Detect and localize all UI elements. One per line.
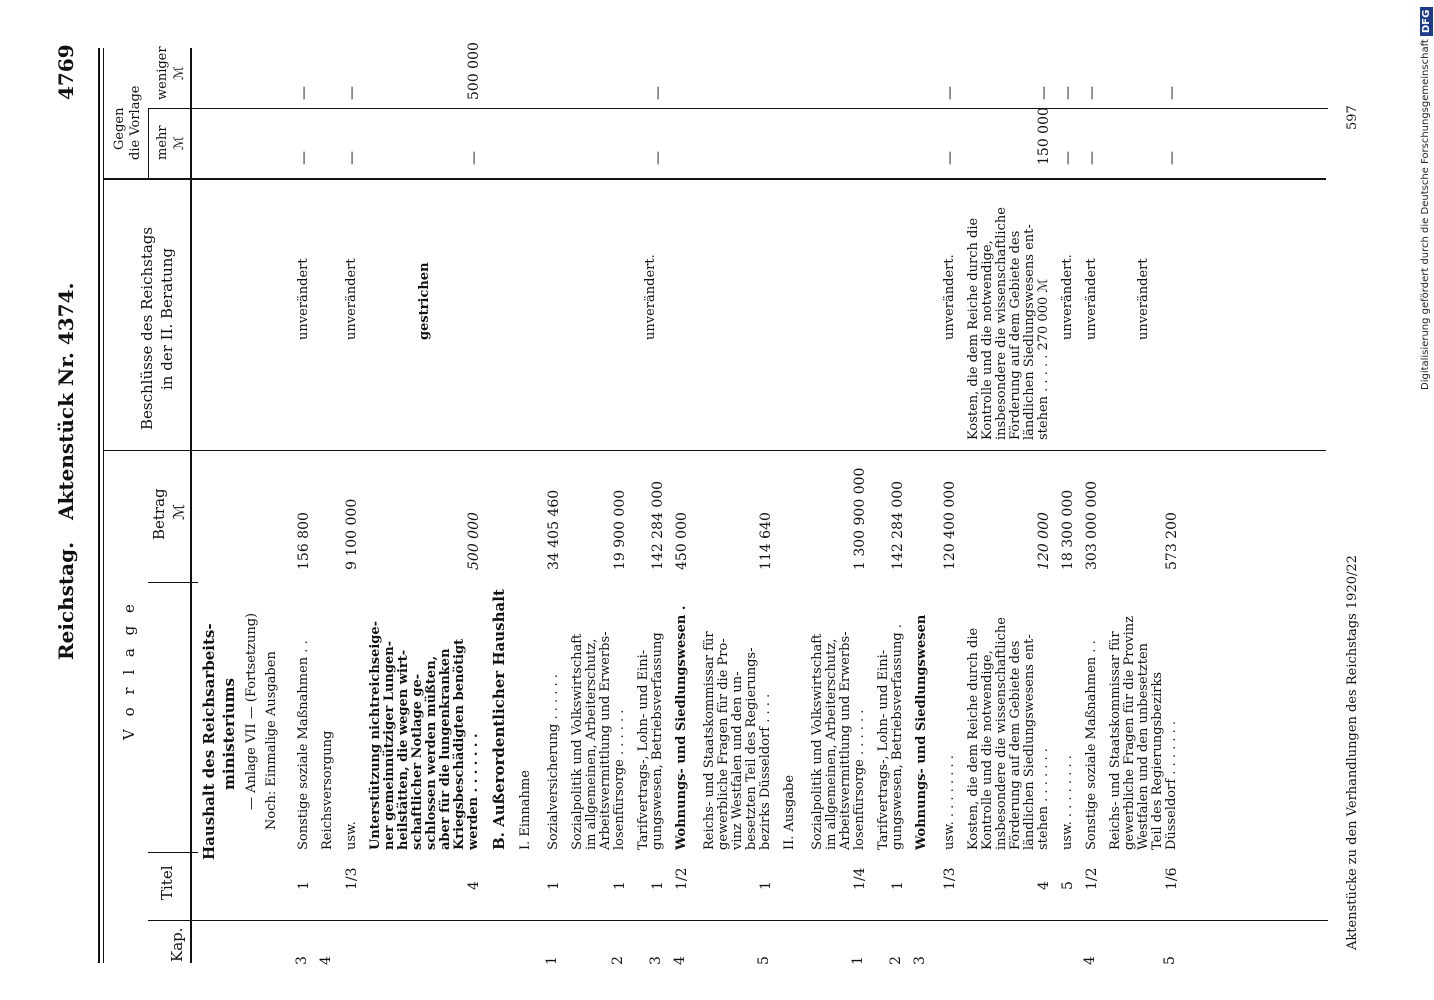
vorlage-text: Tarifvertrags-, Lohn- und Eini- <box>876 649 891 850</box>
col-header-beschluss-2: in der II. Beratung <box>158 248 176 390</box>
titel-cell: 1/2 <box>674 867 690 890</box>
dfg-credit: Digitalisierung gefördert durch die Deutsche Forschungsgemeinschaft <box>1420 39 1431 390</box>
vorlage-text: ner gemeinnütziger Lungen- <box>382 640 397 850</box>
vorlage-text: im allgemeinen, Arbeiterschutz, <box>824 638 839 850</box>
titel-cell: 4 <box>466 881 482 890</box>
gegen-rule <box>148 108 149 178</box>
mehr-cell: — <box>344 151 360 165</box>
vorlage-text: vinz Westfalen und den un- <box>730 671 745 850</box>
vorlage-text: Unterstützung nichtreichseige- <box>368 620 383 850</box>
betrag-cell: 34 405 460 <box>546 489 562 570</box>
vorlage-text: B. Außerordentlicher Haushalt <box>490 589 508 850</box>
kap-cell: 3 <box>912 956 928 965</box>
vorlage-text: Arbeitsvermittlung und Erwerbs- <box>598 631 613 850</box>
vorlage-text: gungswesen, Betriebsverfassung <box>650 632 665 850</box>
vorlage-text: aber für die lungenkranken <box>438 648 453 850</box>
col-rule-titel <box>148 852 198 853</box>
vorlage-text: I. Einnahme <box>518 770 533 850</box>
vorlage-text: Wohnungs- und Siedlungswesen <box>914 614 929 850</box>
betrag-cell: 450 000 <box>674 512 690 570</box>
titel-cell: 1 <box>890 881 906 890</box>
col-header-weniger-unit: ℳ <box>172 66 187 80</box>
betrag-cell: 114 640 <box>758 512 774 570</box>
dfg-logo: DFG <box>1420 7 1433 36</box>
vorlage-text: usw. <box>344 821 359 850</box>
betrag-cell: 156 800 <box>296 512 312 570</box>
vorlage-text: II. Ausgabe <box>782 774 797 850</box>
col-header-mehr: mehr <box>155 125 170 160</box>
mehr-cell: — <box>1084 151 1100 165</box>
mehr-cell: 150 000 <box>1036 107 1052 165</box>
beschluss-text: Förderung auf dem Gebiete des <box>1008 230 1023 440</box>
beschluss-cell: unverändert <box>1084 258 1099 340</box>
titel-cell: 4 <box>1036 881 1052 890</box>
vorlage-text: losenfürsorge . . . . . . <box>852 709 867 850</box>
betrag-cell: 120 400 000 <box>942 480 958 570</box>
beschluss-text: insbesondere die wissenschaftliche <box>994 207 1009 440</box>
beschluss-cell: unverändert. <box>1060 254 1075 340</box>
vorlage-text: Teil des Regierungsbezirks <box>1150 671 1165 850</box>
weniger-cell: — <box>1084 86 1100 100</box>
vorlage-text: besetzten Teil des Regierungs- <box>744 647 759 850</box>
titel-cell: 1/4 <box>852 867 868 890</box>
mehr-cell: — <box>466 151 482 165</box>
vorlage-text: gewerbliche Fragen für die Pro- <box>716 638 731 850</box>
table-left-border <box>98 48 100 963</box>
vorlage-text: bezirks Düsseldorf . . . . <box>758 693 773 850</box>
titel-cell: 1/6 <box>1164 867 1180 890</box>
vorlage-text: Sozialpolitik und Volkswirtschaft <box>570 633 585 850</box>
beschluss-cell: unverändert <box>344 258 359 340</box>
titel-cell: 1/3 <box>344 867 360 890</box>
section-head-4: Noch: Einmalige Ausgaben <box>264 651 279 830</box>
betrag-cell: 120 000 <box>1036 512 1052 570</box>
col-rule-vorlage <box>148 582 198 583</box>
weniger-cell: — <box>1164 86 1180 100</box>
betrag-cell: 573 200 <box>1164 512 1180 570</box>
vorlage-text: schlossen werden müßten, <box>424 655 439 850</box>
kap-cell: 1 <box>544 956 560 965</box>
weniger-cell: — <box>650 86 666 100</box>
betrag-cell: 19 900 000 <box>612 489 628 570</box>
vorlage-text: Kriegsbeschädigten benötigt <box>452 638 467 850</box>
betrag-cell: 18 300 000 <box>1060 489 1076 570</box>
vorlage-text: Tarifvertrags-, Lohn- und Eini- <box>636 649 651 850</box>
running-head-left: Reichstag. <box>54 541 78 660</box>
vorlage-text: Düsseldorf . . . . . . . <box>1164 720 1179 850</box>
col-rule-betrag <box>104 450 1326 451</box>
betrag-cell: 303 000 000 <box>1084 480 1100 570</box>
vorlage-text: stehen . . . . . . . <box>1036 748 1051 850</box>
vorlage-text: Reichs- und Staatskommissar für <box>1108 631 1123 850</box>
vorlage-text: ländlichen Siedlungswesens ent- <box>1022 634 1037 850</box>
weniger-cell: — <box>296 86 312 100</box>
page-number: 4769 <box>54 44 78 100</box>
vorlage-text: Reichsversorgung <box>320 730 335 850</box>
col-header-titel: Titel <box>158 865 176 900</box>
vorlage-text: Kontrolle und die notwendige, <box>980 650 995 850</box>
col-header-beschluss-1: Beschlüsse des Reichstags <box>138 226 156 430</box>
vorlage-text: Sonstige soziale Maßnahmen . . <box>1084 640 1099 850</box>
titel-cell: 1/2 <box>1084 867 1100 890</box>
vorlage-text: Förderung auf dem Gebiete des <box>1008 640 1023 850</box>
weniger-cell: — <box>1036 86 1052 100</box>
beschluss-cell: gestrichen <box>417 262 432 340</box>
kap-cell: 5 <box>756 956 772 965</box>
beschluss-text: Kosten, die dem Reiche durch die <box>966 217 981 440</box>
betrag-cell: 9 100 000 <box>344 498 360 570</box>
titel-cell: 1 <box>296 881 312 890</box>
col-header-weniger: weniger <box>155 46 170 100</box>
vorlage-text: heilstätten, die wegen wirt- <box>396 649 411 850</box>
betrag-cell: 142 284 000 <box>650 480 666 570</box>
kap-cell: 2 <box>610 956 626 965</box>
vorlage-text: Westfalen und den unbesetzten <box>1136 642 1151 850</box>
mehr-cell: — <box>650 151 666 165</box>
col-header-mehr-unit: ℳ <box>172 136 187 150</box>
col-header-gegen-1: Gegen <box>112 107 127 150</box>
sheet-number: 597 <box>1345 105 1360 130</box>
beschluss-cell: unverändert. <box>643 254 658 340</box>
beschluss-cell: unverändert <box>1136 258 1151 340</box>
titel-cell: 1 <box>650 881 666 890</box>
weniger-cell: 500 000 <box>466 42 482 100</box>
mehr-cell: — <box>1164 151 1180 165</box>
beschluss-text: Kontrolle und die notwendige, <box>980 240 995 440</box>
section-head-1: Haushalt des Reichsarbeits- <box>200 623 218 860</box>
footer-caption: Aktenstücke zu den Verhandlungen des Reichstags 1920/22 <box>1345 555 1360 950</box>
col-header-vorlage: V o r l a g e <box>120 600 138 740</box>
vorlage-text: insbesondere die wissenschaftliche <box>994 617 1009 850</box>
weniger-cell: — <box>1060 86 1076 100</box>
mehr-cell: — <box>1060 151 1076 165</box>
vorlage-text: Reichs- und Staatskommissar für <box>702 631 717 850</box>
table-left-border-inner <box>103 48 104 963</box>
col-rule-mehr <box>148 108 1328 109</box>
kap-cell: 4 <box>672 956 688 965</box>
col-header-kap: Kap. <box>168 927 186 962</box>
vorlage-text: gewerbliche Fragen für die Provinz <box>1122 615 1137 850</box>
vorlage-text: Sozialpolitik und Volkswirtschaft <box>810 633 825 850</box>
vorlage-text: usw. . . . . . . . . <box>942 755 957 850</box>
weniger-cell: — <box>942 86 958 100</box>
beschluss-text: ländlichen Siedlungswesens ent- <box>1022 224 1037 440</box>
beschluss-cell: unverändert <box>296 258 311 340</box>
mehr-cell: — <box>942 151 958 165</box>
kap-cell: 4 <box>1082 956 1098 965</box>
kap-cell: 3 <box>648 956 664 965</box>
vorlage-text: schaftlicher Notlage ge- <box>410 673 425 850</box>
vorlage-text: Sozialversicherung . . . . . . <box>546 674 561 850</box>
header-rule <box>190 48 192 963</box>
vorlage-text: usw. . . . . . . . . <box>1060 755 1075 850</box>
kap-cell: 1 <box>850 956 866 965</box>
titel-cell: 1 <box>546 881 562 890</box>
kap-cell: 5 <box>1162 956 1178 965</box>
kap-cell: 4 <box>318 956 334 965</box>
vorlage-text: Arbeitsvermittlung und Erwerbs- <box>838 631 853 850</box>
mehr-cell: — <box>296 151 312 165</box>
beschluss-cell: unverändert. <box>942 254 957 340</box>
titel-cell: 1 <box>758 881 774 890</box>
vorlage-text: losenfürsorge . . . . . . <box>612 709 627 850</box>
vorlage-text: im allgemeinen, Arbeiterschutz, <box>584 638 599 850</box>
col-header-betrag: Betrag <box>150 488 168 540</box>
betrag-cell: 500 000 <box>466 512 482 570</box>
col-rule-kap <box>148 920 1328 921</box>
titel-cell: 1 <box>612 881 628 890</box>
vorlage-text: Kosten, die dem Reiche durch die <box>966 627 981 850</box>
section-head-2: ministeriums <box>220 678 238 790</box>
col-header-betrag-unit: ℳ <box>170 503 188 520</box>
vorlage-text: werden . . . . . . . <box>466 733 481 850</box>
section-head-3: — Anlage VII — (Fortsetzung) <box>244 612 259 810</box>
vorlage-text: Sonstige soziale Maßnahmen . . <box>296 640 311 850</box>
betrag-cell: 1 300 900 000 <box>852 467 868 570</box>
titel-cell: 1/3 <box>942 867 958 890</box>
beschluss-text: stehen . . . . . 270 000 ℳ <box>1036 278 1051 440</box>
col-header-gegen-2: die Vorlage <box>128 85 143 160</box>
kap-cell: 2 <box>888 956 904 965</box>
weniger-cell: — <box>344 86 360 100</box>
vorlage-text: Wohnungs- und Siedlungswesen . <box>674 605 689 850</box>
titel-cell: 5 <box>1060 881 1076 890</box>
betrag-cell: 142 284 000 <box>890 480 906 570</box>
running-head-center: Aktenstück Nr. 4374. <box>54 282 78 520</box>
vorlage-text: gungswesen, Betriebsverfassung . <box>890 624 905 850</box>
col-rule-beschluss <box>104 178 1326 180</box>
kap-cell: 3 <box>294 956 310 965</box>
